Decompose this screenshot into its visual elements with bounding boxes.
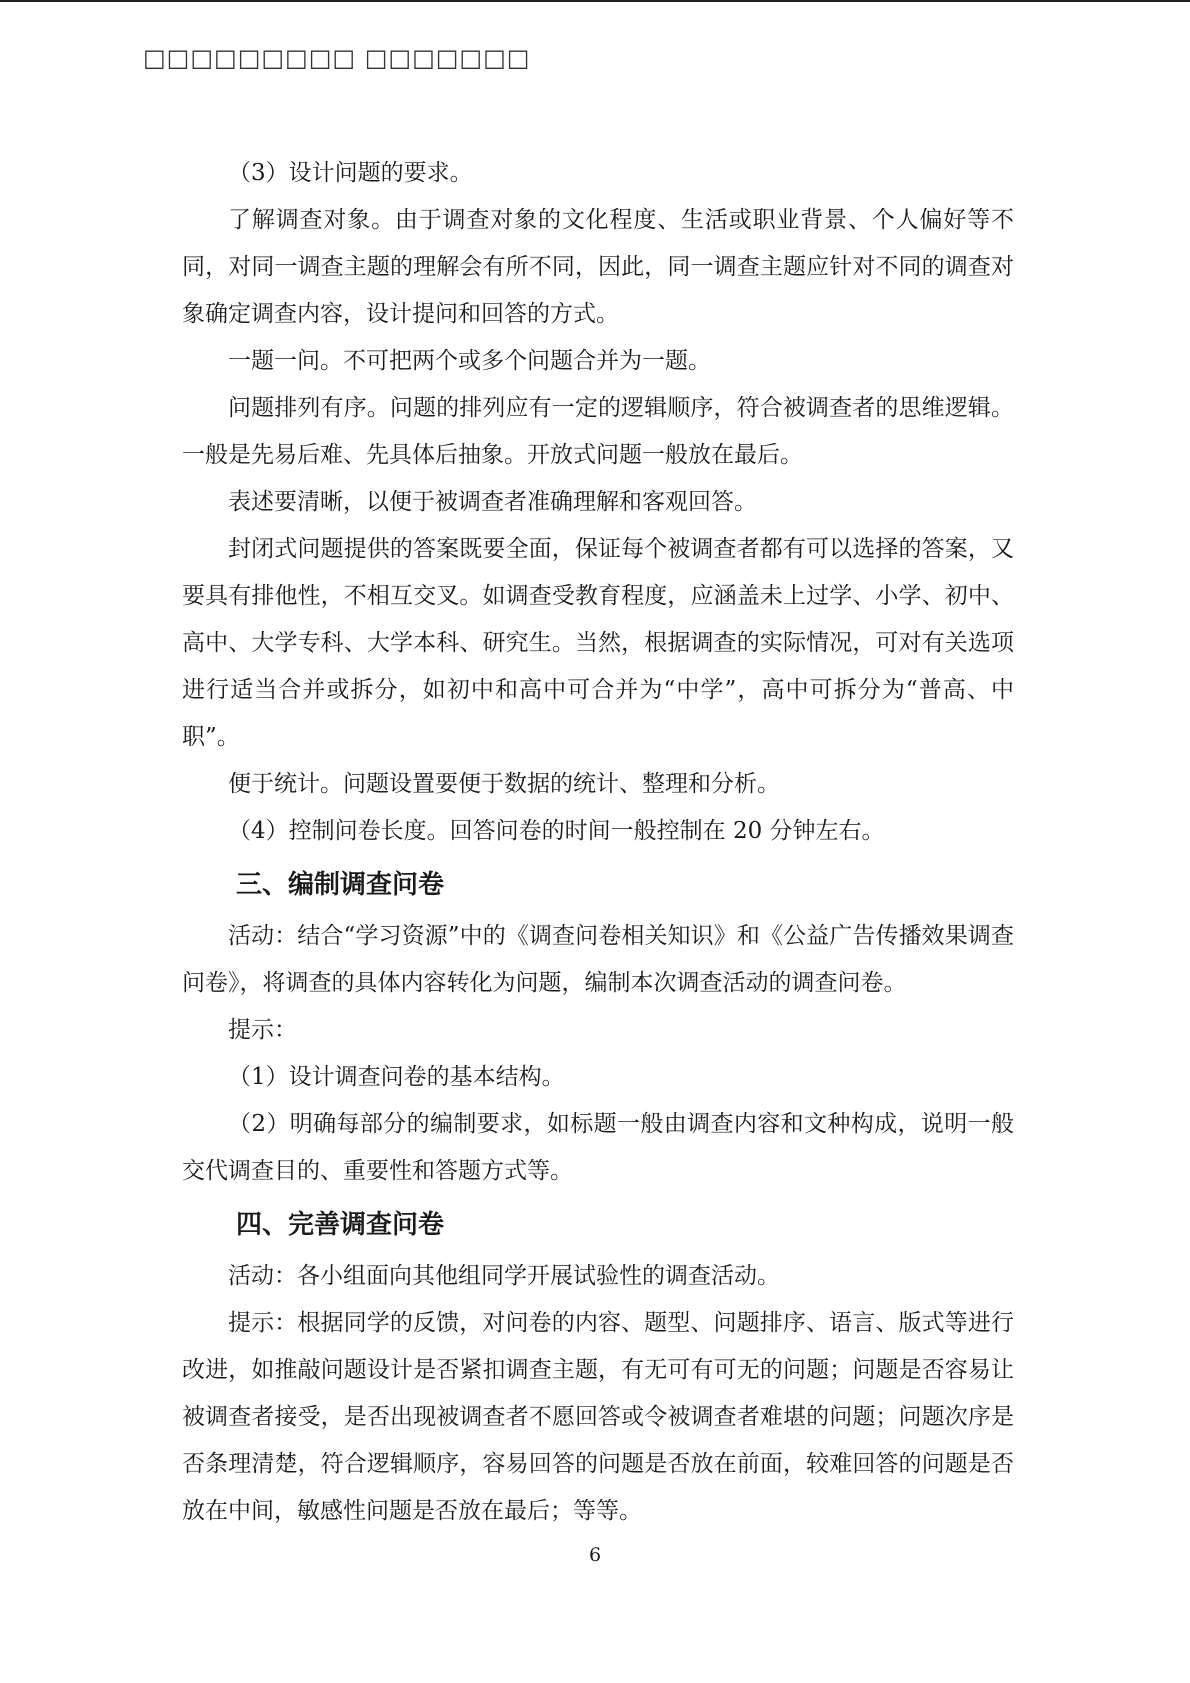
paragraph-clear-wording: 表述要清晰，以便于被调查者准确理解和客观回答。: [228, 489, 757, 515]
paragraph-basic-structure: （1）设计调查问卷的基本结构。: [228, 1064, 565, 1090]
paragraph-one-question: 一题一问。不可把两个或多个问题合并为一题。: [228, 348, 711, 374]
top-rule: [0, 0, 1190, 2]
page-body: [182, 150, 1014, 1535]
paragraph-part-requirements: （2）明确每部分的编制要求，如标题一般由调查内容和文种构成，说明一般交代调查目的、重要性和答题方式等。: [182, 1111, 1014, 1184]
paragraph-easy-statistics: 便于统计。问题设置要便于数据的统计、整理和分析。: [228, 771, 780, 797]
paragraph-activity-compile: 活动：结合“学习资源”中的《调查问卷相关知识》和《公益广告传播效果调查问卷》，将调查的具体内容转化为问题，编制本次调查活动的调查问卷。: [182, 923, 1014, 996]
paragraph-know-respondents: 了解调查对象。由于调查对象的文化程度、生活或职业背景、个人偏好等不同，对同一调查主题的理解会有所不同，因此，同一调查主题应针对不同的调查对象确定调查内容，设计提问和回答的方式。: [182, 207, 1014, 327]
paragraph-activity-trial: 活动：各小组面向其他组同学开展试验性的调查活动。: [228, 1263, 780, 1289]
section-heading-improve-questionnaire: 四、完善调查问卷: [236, 1210, 445, 1240]
section-heading-compile-questionnaire: 三、编制调查问卷: [236, 870, 445, 900]
page-header: □□□□□□□□□ □□□□□□□: [143, 44, 531, 72]
paragraph-questionnaire-length: （4）控制问卷长度。回答问卷的时间一般控制在 20 分钟左右。: [228, 818, 885, 844]
paragraph-design-requirements: （3）设计问题的要求。: [228, 160, 473, 186]
paragraph-closed-questions: 封闭式问题提供的答案既要全面，保证每个被调查者都有可以选择的答案，又要具有排他性，不相互交叉。如调查受教育程度，应涵盖未上过学、小学、初中、高中、大学专科、大学本科、研究生。当然，根据调查的实际情况，可对有关选项进行适当合并或拆分，如初中和高中可合并为“中学”，高中可拆分为“普高、中职”。: [182, 536, 1014, 750]
page-number: 6: [588, 1544, 602, 1566]
paragraph-question-order: 问题排列有序。问题的排列应有一定的逻辑顺序，符合被调查者的思维逻辑。一般是先易后难、先具体后抽象。开放式问题一般放在最后。: [182, 395, 1014, 468]
paragraph-hint-label: 提示：: [228, 1017, 297, 1043]
paragraph-hint-improve: 提示：根据同学的反馈，对问卷的内容、题型、问题排序、语言、版式等进行改进，如推敲问题设计是否紧扣调查主题，有无可有可无的问题；问题是否容易让被调查者接受，是否出现被调查者不愿回答或令被调查者难堪的问题；问题次序是否条理清楚，符合逻辑顺序，容易回答的问题是否放在前面，较难回答的问题是否放在中间，敏感性问题是否放在最后；等等。: [182, 1310, 1014, 1524]
